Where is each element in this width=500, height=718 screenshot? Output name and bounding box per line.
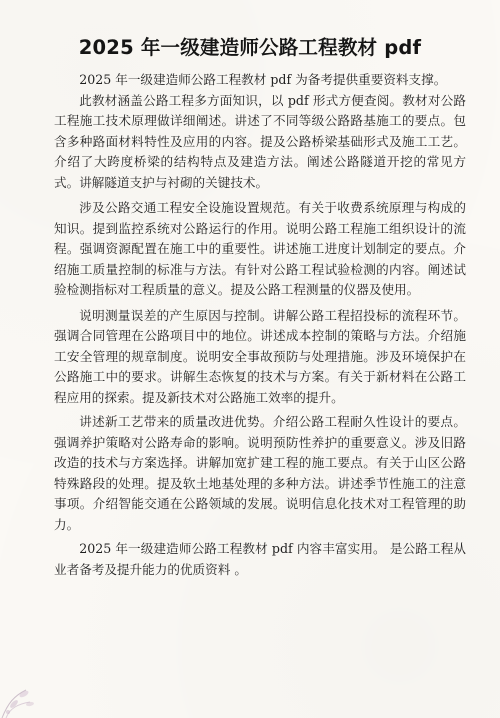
corner-floral-decoration — [0, 648, 60, 718]
paragraph-measurement-management: 说明测量误差的产生原因与控制。讲解公路工程招投标的流程环节。强调合同管理在公路项目中的地位。讲述成本控制的策略与方法。介绍施工安全管理的规章制度。说明安全事故预防与处理措施。涉及环境保护在公路施工中的要求。讲解生态恢复的技术与方案。有关于新材料在公路工程应用的探索。提及新技术对公路施工效率的提升。 — [54, 307, 466, 405]
paragraph-traffic-engineering: 涉及公路交通工程安全设施设置规范。有关于收费系统原理与构成的知识。提到监控系统对公路运行的作用。说明公路工程施工组织设计的流程。强调资源配置在施工中的重要性。讲述施工进度计划制定的要点。介绍施工质量控制的标准与方法。有针对公路工程试验检测的内容。阐述试验检测指标对工程质量的意义。提及公路工程测量的仪器及使用。 — [54, 200, 466, 297]
paragraph-textbook-overview: 此教材涵盖公路工程多方面知识，以 pdf 形式方便查阅。教材对公路工程施工技术原理做详细阐述。讲述了不同等级公路路基施工的要点。包含多种路面材料特性及应用的内容。提及公路桥梁基础形式及施工工艺。介绍了大跨度桥梁的结构特点及建造方法。阐述公路隧道开挖的常见方式。讲解隧道支护与衬砌的关键技术。 — [54, 92, 466, 190]
paragraph-intro: 2025 年一级建造师公路工程教材 pdf 为备考提供重要资料支撑。 — [79, 72, 447, 87]
document-body — [54, 70, 466, 580]
paragraph-new-process: 讲述新工艺带来的质量改进优势。介绍公路工程耐久性设计的要点。强调养护策略对公路寿命的影响。说明预防性养护的重要意义。涉及旧路改造的技术与方案选择。讲解加宽扩建工程的施工要点。有关于山区公路特殊路段的处理。提及软土地基处理的多种方法。讲述季节性施工的注意事项。介绍智能交通在公路领域的发展。说明信息化技术对工程管理的助力。 — [54, 414, 466, 532]
document-title: 2025 年一级建造师公路工程教材 pdf — [78, 36, 422, 59]
paragraph-conclusion: 2025 年一级建造师公路工程教材 pdf 内容丰富实用。 是公路工程从业者备考及提升能力的优质资料 。 — [54, 541, 466, 577]
